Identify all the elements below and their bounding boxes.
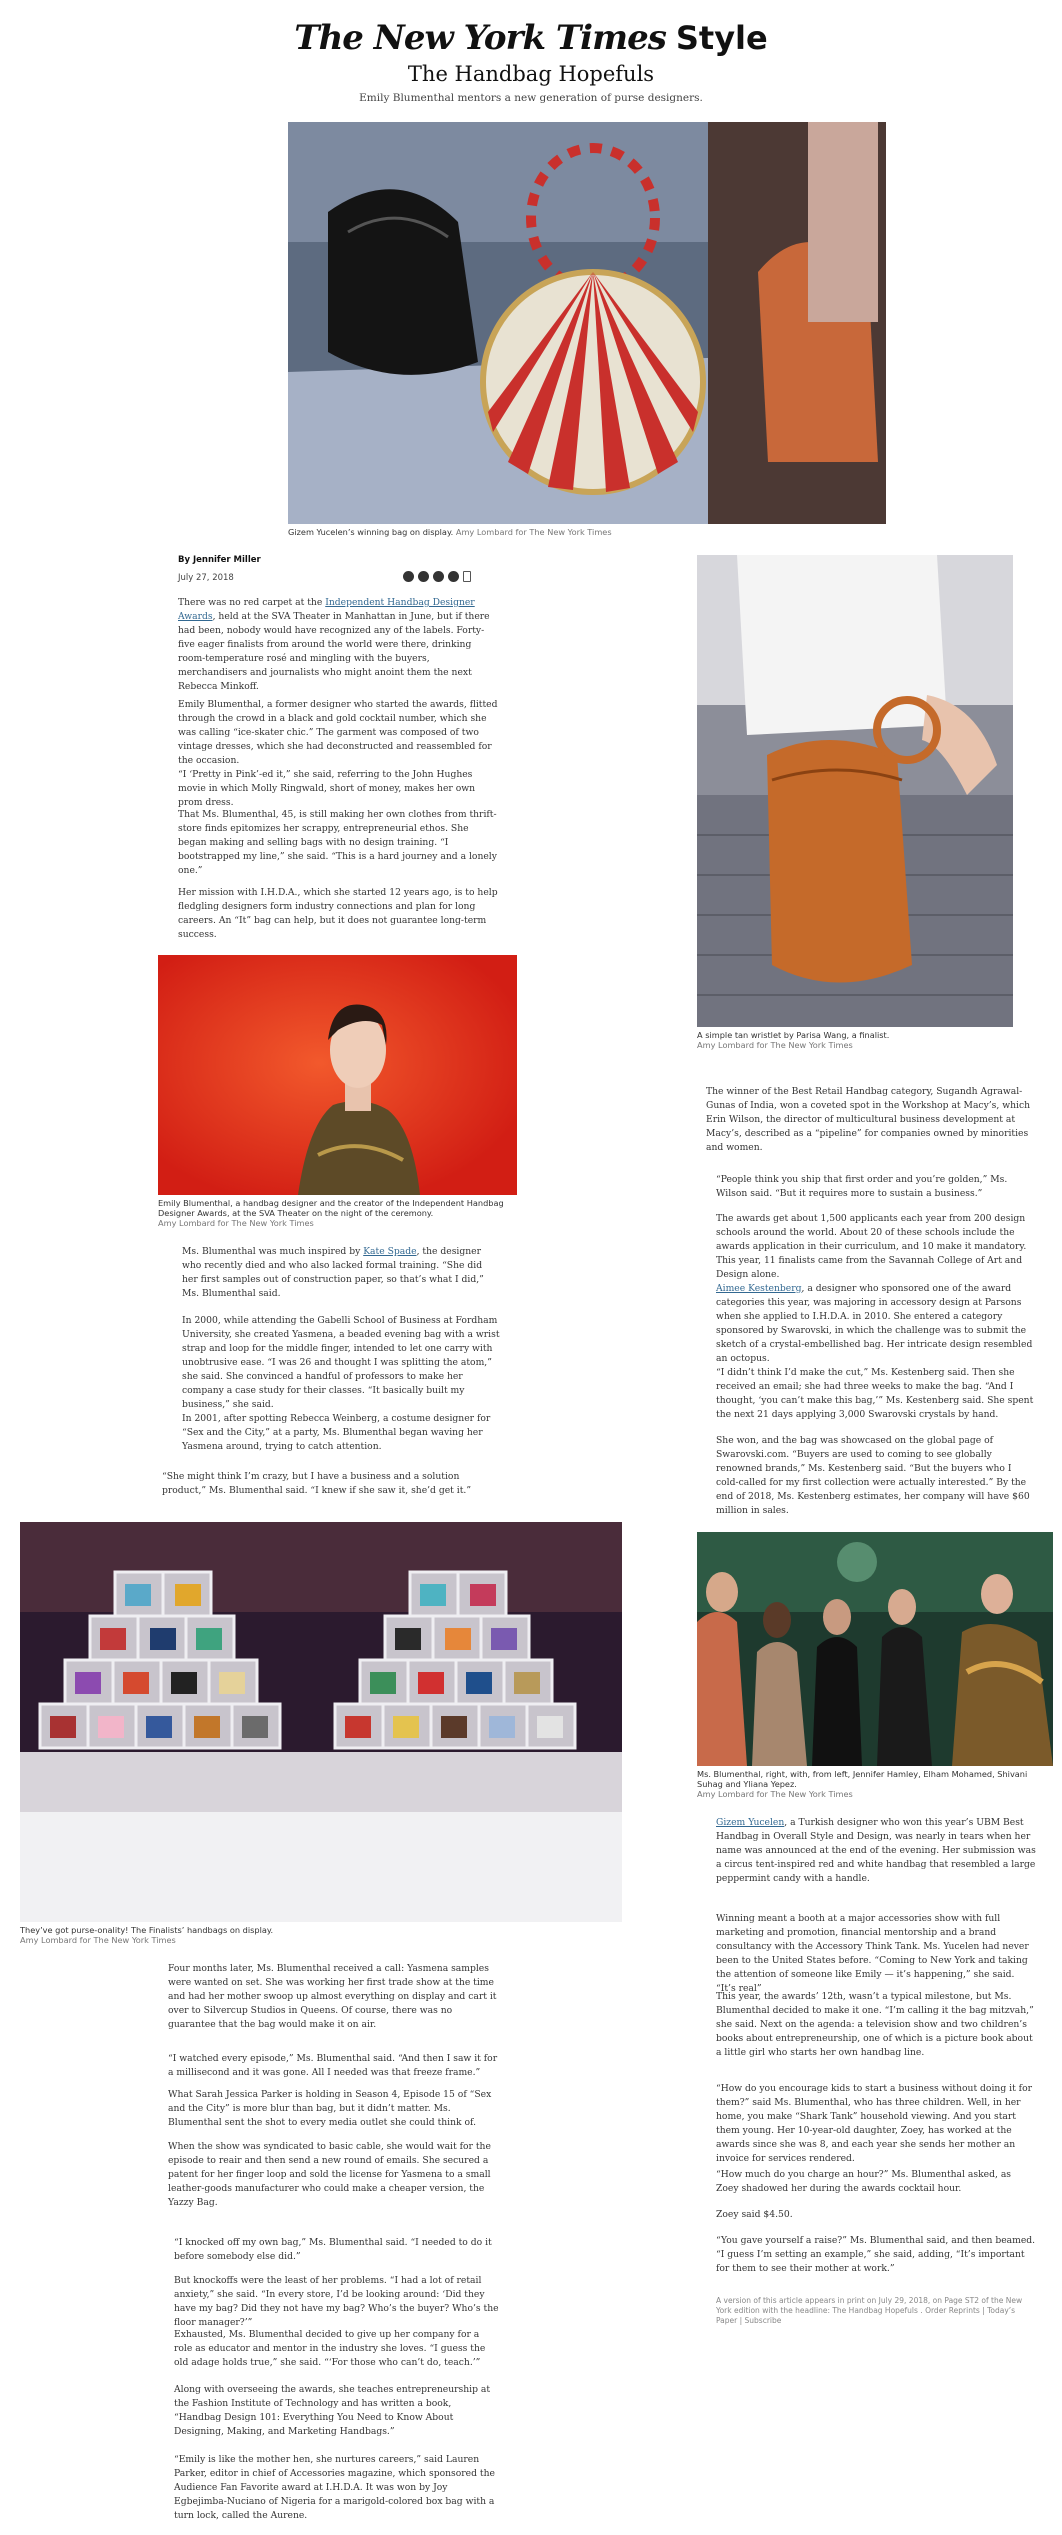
share-tools bbox=[403, 571, 471, 582]
hero-photo bbox=[288, 122, 886, 524]
paragraph-3: “I ‘Pretty in Pink’-ed it,” she said, referring to the John Hughes movie in which Molly Ringwald, short of money, makes her own prom dress. bbox=[178, 769, 476, 808]
q7-post: , a Turkish designer who won this year’s UBM Best Handbag in Overall Style and Design, was nearly in tears when her name was announced at the end of the evening. Her submission was a circus tent-inspired red and white handbag that resembled a large peppermint candy with a handle. bbox=[716, 1817, 1036, 1884]
paragraph-12: What Sarah Jessica Parker is holding in Season 4, Episode 15 of “Sex and the City” is more blur than bag, but it didn’t matter. Ms. Blumenthal sent the shot to every media outlet she could think of. bbox=[168, 2089, 492, 2128]
headline: The Handbag Hopefuls bbox=[407, 62, 655, 86]
wristlet-photo bbox=[697, 555, 1013, 1027]
col2-paragraph-4 bbox=[716, 1282, 1036, 1366]
masthead[interactable] bbox=[0, 18, 1062, 58]
paragraph-7: In 2000, while attending the Gabelli School of Business at Fordham University, she created Yasmena, a beaded evening bag with a wrist strap and loop for the middle finger, intended to let one carry with unobtrusive ease. “I was 26 and thought I was splitting the atom,” she said. She convinced a handful of professors to make her company a case study for their classes. “It basically built my business,” she said. bbox=[182, 1315, 500, 1410]
paragraph-13: When the show was syndicated to basic cable, she would wait for the episode to reair and then send a new round of emails. She secured a patent for her finger loop and sold the license for Yasmena to a small leather-goods manufacturer who could make a cheaper version, the Yazzy Bag. bbox=[168, 2141, 491, 2208]
paragraph-15: But knockoffs were the least of her problems. “I had a lot of retail anxiety,” she said. “In every store, I’d be looking around: ‘Did they have my bag? Did they not have my bag? Who’s the buyer? Who’s the floor manager?’” bbox=[174, 2275, 499, 2328]
paragraph-16: Exhausted, Ms. Blumenthal decided to give up her company for a role as educator and mentor in the industry she loves. “I guess the old adage holds true,” she said. “‘For those who can’t do, teach.’” bbox=[174, 2329, 486, 2368]
group-caption-text: Ms. Blumenthal, right, with, from left, Jennifer Hamley, Elham Mohamed, Shivani Suhag and Yliana Yepez. bbox=[697, 1769, 1028, 1789]
col2-paragraph-3: The awards get about 1,500 applicants each year from 200 design schools around the world. About 20 of these schools include the awards application in their curriculum, and 10 make it mandatory. This year, 11 finalists came from the Savannah College of Art and Design alone. bbox=[716, 1213, 1027, 1280]
wristlet-credit: Amy Lombard for The New York Times bbox=[697, 1040, 853, 1050]
byline[interactable]: By Jennifer Miller bbox=[178, 555, 261, 565]
hero-credit: Amy Lombard for The New York Times bbox=[455, 527, 612, 537]
wristlet-caption bbox=[697, 1030, 1013, 1050]
email-icon[interactable] bbox=[433, 571, 444, 582]
paragraph-1 bbox=[178, 596, 500, 694]
group-credit: Amy Lombard for The New York Times bbox=[697, 1789, 853, 1799]
portrait-caption-text: Emily Blumenthal, a handbag designer and the creator of the Independent Handbag Designer Awards, at the SVA Theater on the night of the ceremony. bbox=[158, 1198, 504, 1218]
paragraph-9: “She might think I’m crazy, but I have a business and a solution product,” Ms. Blumenthal said. “I knew if she saw it, she’d get it.” bbox=[162, 1471, 472, 1496]
paragraph-4: That Ms. Blumenthal, 45, is still making her own clothes from thrift-store finds epitomizes her scrappy, entrepreneurial ethos. She began making and selling bags with no design training. “I bootstrapped my line,” she said. “This is a hard journey and a lonely one.” bbox=[178, 809, 497, 876]
col2-paragraph-13: “You gave yourself a raise?” Ms. Blumenthal said, and then beamed. “I guess I’m setting an example,” she said, adding, “It’s important for them to see their mother at work.” bbox=[716, 2235, 1036, 2274]
group-caption bbox=[697, 1769, 1053, 1799]
paragraph-10: Four months later, Ms. Blumenthal received a call: Yasmena samples were wanted on set. She was working her first trade show at the time and had her mother swoop up almost everything on display and cart it over to Silvercup Studios in Queens. Of course, there was no guarantee that the bag would make it on air. bbox=[168, 1963, 497, 2030]
q4-post: , a designer who sponsored one of the award categories this year, was majoring in accessory design at Parsons when she applied to I.H.D.A. in 2010. She entered a category sponsored by Swarovski, in which the challenge was to submit the sketch of a crystal-embellished bag. Her intricate design resembled an octopus. bbox=[716, 1283, 1033, 1364]
p6-post: , the designer who recently died and who also lacked formal training. “She did her first samples out of construction paper, so that’s what I did,” Ms. Blumenthal said. bbox=[182, 1246, 484, 1299]
aimee-kestenberg-link[interactable]: Aimee Kestenberg bbox=[716, 1283, 802, 1294]
col2-paragraph-1: The winner of the Best Retail Handbag category, Sugandh Agrawal-Gunas of India, won a coveted spot in the Workshop at Macy’s, which Erin Wilson, the director of multicultural business development at Macy’s, described as a “pipeline” for companies owned by minorities and women. bbox=[706, 1086, 1031, 1153]
portrait-credit: Amy Lombard for The New York Times bbox=[158, 1218, 314, 1228]
display-caption-text: They’ve got purse-onality! The Finalists’ handbags on display. bbox=[20, 1925, 274, 1935]
group-photo bbox=[697, 1532, 1053, 1766]
col2-paragraph-11: “How much do you charge an hour?” Ms. Blumenthal asked, as Zoey shadowed her during the awards cocktail hour. bbox=[716, 2169, 1012, 2194]
hero-caption bbox=[288, 527, 886, 537]
nyt-logo[interactable]: The New York Times bbox=[294, 18, 666, 58]
col2-paragraph-10: “How do you encourage kids to start a business without doing it for them?” said Ms. Blumenthal, who has three children. Well, in her home, you make “Shark Tank” household viewing. And you start them young. Her 10-year-old daughter, Zoey, has worked at the awards since she was 8, and each year she sends her mother an invoice for services rendered. bbox=[716, 2083, 1032, 2164]
col2-paragraph-6: She won, and the bag was showcased on the global page of Swarovski.com. “Buyers are used to coming to see globally renowned brands,” Ms. Kestenberg said. “But the buyers who I cold-called for my first collection were actually interested.” By the end of 2018, Ms. Kestenberg estimates, her company will have $60 million in sales. bbox=[716, 1435, 1030, 1516]
ihda-link[interactable]: Independent Handbag Designer Awards bbox=[178, 597, 475, 622]
bookmark-icon[interactable] bbox=[463, 571, 471, 582]
paragraph-17: Along with overseeing the awards, she teaches entrepreneurship at the Fashion Institute of Technology and has written a book, “Handbag Design 101: Everything You Need to Know About Designing, Making, and Marketing Handbags.” bbox=[174, 2384, 491, 2437]
paragraph-14: “I knocked off my own bag,” Ms. Blumenthal said. “I needed to do it before somebody else did.” bbox=[174, 2237, 492, 2262]
section-name[interactable]: Style bbox=[675, 19, 768, 57]
col2-paragraph-8: Winning meant a booth at a major accessories show with full marketing and promotion, financial mentorship and a brand consultancy with the Accessory Think Tank. Ms. Yucelen had never been to the United States before. “Coming to New York and taking the attention of someone like Emily — it’s happening,” she said. “It’s real” bbox=[716, 1913, 1029, 1994]
paragraph-11: “I watched every episode,” Ms. Blumenthal said. “And then I saw it for a millisecond and it was gone. All I needed was that freeze frame.” bbox=[168, 2053, 498, 2078]
col2-paragraph-2: “People think you ship that first order and you’re golden,” Ms. Wilson said. “But it requires more to sustain a business.” bbox=[716, 1174, 1008, 1199]
display-caption bbox=[20, 1925, 622, 1945]
col2-paragraph-7 bbox=[716, 1816, 1036, 1886]
paragraph-2: Emily Blumenthal, a former designer who started the awards, flitted through the crowd in a black and gold cocktail number, which she was calling “ice-skater chic.” The garment was composed of two vintage dresses, which she had deconstructed and reassembled for the occasion. bbox=[178, 699, 498, 766]
p1-post: , held at the SVA Theater in Manhattan in June, but if there had been, nobody would have recognized any of the labels. Forty-five eager finalists from around the world were there, drinking room-temperature rosé and mingling with the buyers, merchandisers and journalists who might anoint them the next Rebecca Minkoff. bbox=[178, 611, 490, 692]
paragraph-18: “Emily is like the mother hen, she nurtures careers,” said Lauren Parker, editor in chief of Accessories magazine, which sponsored the Audience Fan Favorite award at I.H.D.A. It was won by Joy Egbejimba-Nuciano of Nigeria for a marigold-colored box bag with a turn lock, called the Aurene. bbox=[174, 2454, 495, 2521]
p6-pre: Ms. Blumenthal was much inspired by bbox=[182, 1246, 364, 1257]
paragraph-6 bbox=[182, 1245, 500, 1301]
share-icon[interactable] bbox=[448, 571, 459, 582]
portrait-caption bbox=[158, 1198, 517, 1228]
publish-date: July 27, 2018 bbox=[178, 573, 234, 583]
col2-paragraph-12: Zoey said $4.50. bbox=[716, 2209, 793, 2220]
col2-paragraph-9: This year, the awards’ 12th, wasn’t a typical milestone, but Ms. Blumenthal decided to make it one. “I’m calling it the bag mitzvah,” she said. Next on the agenda: a television show and two children’s books about entrepreneurship, one of which is a picture book about a little girl who starts her own handbag line. bbox=[716, 1991, 1034, 2058]
facebook-icon[interactable] bbox=[403, 571, 414, 582]
paragraph-5: Her mission with I.H.D.A., which she started 12 years ago, is to help fledgling designers form industry connections and plan for long careers. An “It” bag can help, but it does not guarantee long-term success. bbox=[178, 887, 498, 940]
kate-spade-link[interactable]: Kate Spade bbox=[363, 1246, 417, 1257]
hero-caption-text: Gizem Yucelen’s winning bag on display. bbox=[288, 527, 454, 537]
paragraph-8: In 2001, after spotting Rebecca Weinberg, a costume designer for “Sex and the City,” at a party, Ms. Blumenthal began waving her Yasmena around, trying to catch attention. bbox=[182, 1413, 491, 1452]
twitter-icon[interactable] bbox=[418, 571, 429, 582]
wristlet-caption-text: A simple tan wristlet by Parisa Wang, a finalist. bbox=[697, 1030, 890, 1040]
display-credit: Amy Lombard for The New York Times bbox=[20, 1935, 176, 1945]
display-photo bbox=[20, 1522, 622, 1922]
col2-paragraph-5: “I didn’t think I’d make the cut,” Ms. Kestenberg said. Then she received an email; she had three weeks to make the bag. “And I thought, ‘you can’t make this bag,’” Ms. Kestenberg said. She spent the next 21 days applying 3,000 Swarovski crystals by hand. bbox=[716, 1367, 1034, 1420]
print-edition-note: A version of this article appears in print on July 29, 2018, on Page ST2 of the New York edition with the headline: The Handbag Hopefuls . Order Reprints | Today’s Paper | Subscribe bbox=[716, 2296, 1023, 2325]
portrait-photo bbox=[158, 955, 517, 1195]
p1-pre: There was no red carpet at the bbox=[178, 597, 326, 608]
deck: Emily Blumenthal mentors a new generation of purse designers. bbox=[359, 92, 703, 104]
gizem-yucelen-link[interactable]: Gizem Yucelen bbox=[716, 1817, 785, 1828]
